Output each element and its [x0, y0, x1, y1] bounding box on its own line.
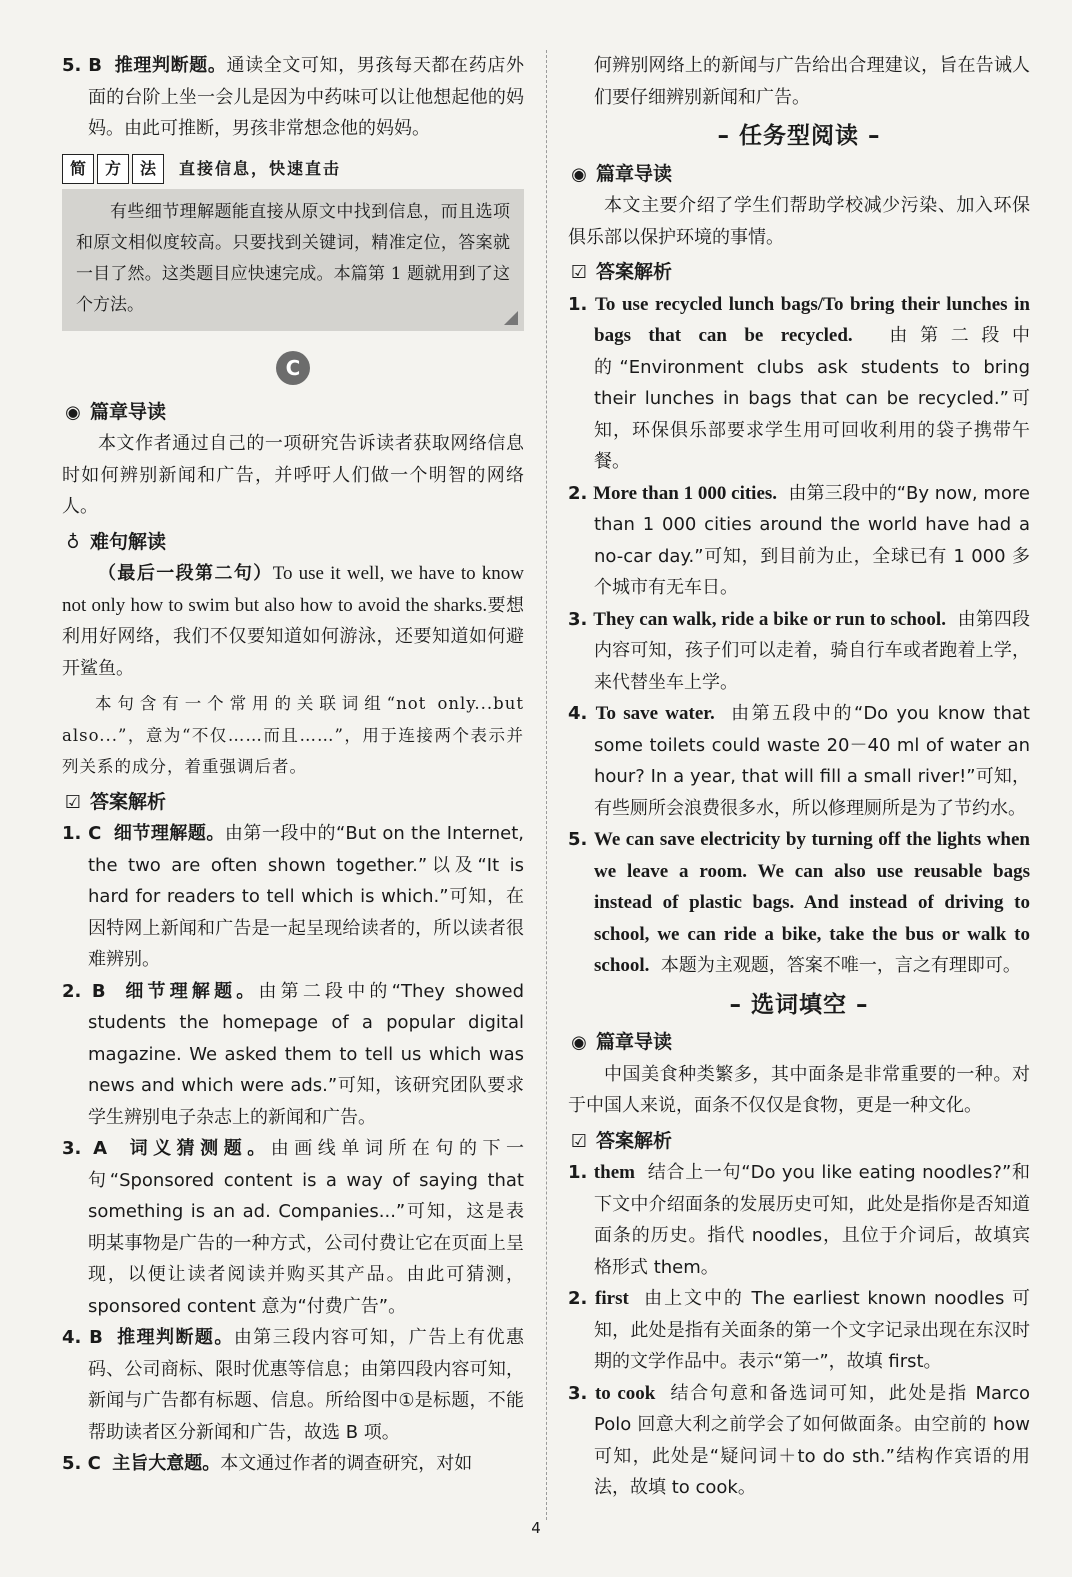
- hard-sentence: [62, 558, 524, 684]
- eye-icon: ◉: [65, 401, 81, 423]
- item-text: 通读全文可知，男孩每天都在药店外面的台阶上坐一会儿是因为中药味可以让他想起他的妈妈。由此可推断，男孩非常想念他的妈妈。: [88, 55, 524, 139]
- hard-note: 本句含有一个常用的关联词组“not only...but also...”，意为“不仅……而且……”，用于连接两个表示并列关系的成分，着重强调后者。: [62, 694, 524, 776]
- method-tip: [62, 153, 524, 331]
- answer-item: 1. C 细节理解题。由第一段中的“But on the Internet, the two are often shown together.”以及“It is hard for readers to tell which is which.”可知，在因特网上新闻和广告是一起呈现给读者的，所以读者很难辨别。: [62, 823, 524, 970]
- checkbox-icon: ☑: [570, 262, 588, 283]
- guide-heading: ◉ 篇章导读: [568, 159, 1030, 191]
- lightbulb-icon: ♁: [66, 531, 80, 553]
- section-title-word-fill: – 选词填空 –: [729, 991, 869, 1018]
- answer-item: 4. B 推理判断题。由第三段内容可知，广告上有优惠码、公司商标、限时优惠等信息；由第四段内容可知，新闻与广告都有标题、信息。所给图中①是标题，不能帮助读者区分新闻和广告，故选 B 项。: [62, 1327, 525, 1443]
- answer-item: 2. first 由上文中的 The earliest known noodles 可知，此处是指有关面条的第一个文字记录出现在东汉时期的文学作品中。表示“第一”，故填 first。: [568, 1288, 1030, 1372]
- answer-heading: ☑ 答案解析: [568, 1126, 1030, 1158]
- answer-item: 5. We can save electricity by turning off the lights when we leave a room. We can also use reusable bags instead of plastic bags. And instead of driving to school, we can ride a bike, take the bus or walk to school. 本题为主观题，答案不唯一，言之有理即可。: [568, 829, 1030, 976]
- tip-body: [62, 189, 524, 331]
- answer-item: 3. A 词义猜测题。由画线单词所在句的下一句“Sponsored content is a way of saying that something is an ad. Companies...”可知，这是表明某事物是广告的一种方式，公司付费让它在页面上呈现，以便让读者阅读并购买其产品。由此可猜测，sponsored content 意为“付费广告”。: [62, 1138, 525, 1317]
- answer-item: 2. More than 1 000 cities. 由第三段中的“By now, more than 1 000 cities around the world have had a no-car day.”可知，到目前为止，全球已有 1 000 多个城市有无车日。: [568, 482, 1030, 598]
- tip-box-2: 方: [97, 154, 129, 184]
- tip-box-1: 简: [62, 154, 94, 184]
- answer-heading: ☑ 答案解析: [568, 257, 1030, 289]
- guide-heading: ◉ 篇章导读: [62, 397, 524, 429]
- answer-item: 4. To save water. 由第五段中的“Do you know that some toilets could waste 20－40 ml of water an hour? In a year, that will fill a small river!”可知，有些厕所会浪费很多水，所以修理厕所是为了节约水。: [568, 703, 1030, 819]
- guide-text: 本文作者通过自己的一项研究告诉读者获取网络信息时如何辨别新闻和广告，并呼吁人们做一个明智的网络人。: [62, 433, 524, 517]
- eye-icon: ◉: [571, 163, 587, 185]
- tip-title: 直接信息，快速直击: [179, 158, 342, 178]
- page-number: 4: [531, 1519, 541, 1537]
- answer-item: [62, 50, 524, 145]
- answer-item: 5. C 主旨大意题。本文通过作者的调查研究，对如: [62, 1453, 473, 1474]
- checkbox-icon: ☑: [64, 791, 82, 813]
- hard-sentence-heading: ♁ 难句解读: [62, 527, 524, 559]
- answer-item: 3. to cook 结合句意和备选词可知，此处是指 Marco Polo 回意大利之前学会了如何做面条。由空前的 how 可知，此处是“疑问词＋to do sth.”结构作宾语的用法，故填 to cook。: [568, 1382, 1030, 1498]
- section-title-task-reading: – 任务型阅读 –: [717, 123, 881, 149]
- hard-chinese: 要想利用好网络，我们不仅要知道如何游泳，还要知道如何避开鲨鱼。: [62, 594, 525, 679]
- right-column: [568, 50, 1030, 1504]
- item-number: 5. B: [62, 55, 102, 76]
- guide-text: 中国美食种类繁多，其中面条是非常重要的一种。对于中国人来说，面条不仅仅是食物，更是一种文化。: [568, 1063, 1030, 1116]
- hard-label: （最后一段第二句）: [98, 563, 273, 584]
- continued-text: 何辨别网络上的新闻与广告给出合理建议，旨在告诫人们要仔细辨别新闻和广告。: [594, 55, 1030, 108]
- tip-text: 有些细节理解题能直接从原文中找到信息，而且选项和原文相似度较高。只要找到关键词，精准定位，答案就一目了然。这类题目应快速完成。本篇第 1 题就用到了这个方法。: [76, 201, 510, 315]
- answer-heading: ☑ 答案解析: [62, 787, 524, 819]
- left-column: [62, 50, 524, 1480]
- guide-text: 本文主要介绍了学生们帮助学校减少污染、加入环保俱乐部以保护环境的事情。: [568, 195, 1030, 248]
- column-divider: [546, 50, 547, 1520]
- question-type: 推理判断题。: [114, 55, 227, 76]
- answer-item: 2. B 细节理解题。由第二段中的“They showed students the homepage of a popular digital magazine. We asked them to tell us which was news and which were ads.”可知，该研究团队要求学生辨别电子杂志上的新闻和广告。: [62, 980, 525, 1128]
- hard-english: To use it well, we have to know not only how to swim but also how to avoid the sharks.: [62, 563, 524, 616]
- answer-item: 1. To use recycled lunch bags/To bring their lunches in bags that can be recycled. 由第二段中的“Environment clubs ask students to bring their lunches in bags that can be recycled.”可知，环保俱乐部要求学生用可回收利用的袋子携带午餐。: [568, 293, 1030, 472]
- guide-heading: ◉ 篇章导读: [568, 1027, 1030, 1059]
- tip-header: [62, 153, 524, 185]
- page-fold-icon: [504, 311, 518, 325]
- section-letter-badge: C: [276, 351, 310, 385]
- answer-item: 1. them 结合上一句“Do you like eating noodles?”和下文中介绍面条的发展历史可知，此处是指你是否知道面条的历史。指代 noodles，且位于介词后，故填宾格形式 them。: [568, 1162, 1030, 1278]
- tip-box-3: 法: [132, 154, 164, 184]
- checkbox-icon: ☑: [570, 1130, 588, 1152]
- answer-item: 3. They can walk, ride a bike or run to school. 由第四段内容可知，孩子们可以走着，骑自行车或者跑着上学，来代替坐车上学。: [568, 608, 1030, 693]
- eye-icon: ◉: [571, 1032, 587, 1053]
